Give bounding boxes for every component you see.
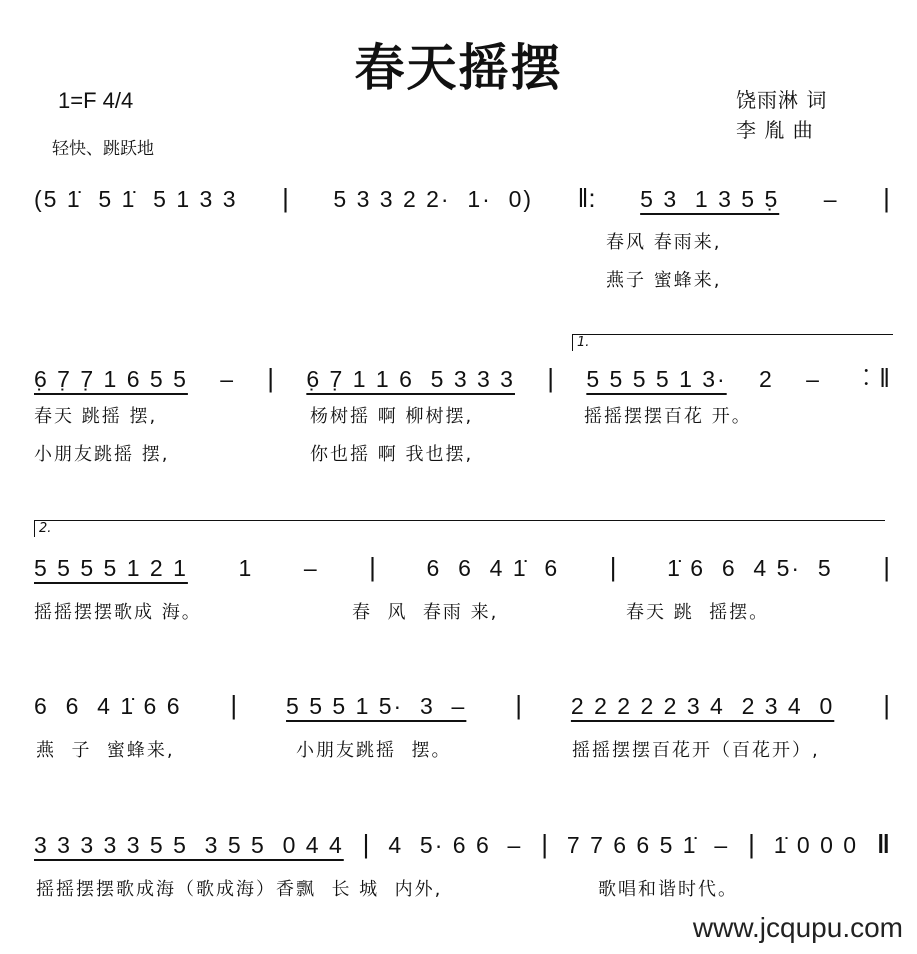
measure: 4 5· 6 6 – — [388, 832, 523, 858]
notes-line — [34, 829, 890, 860]
lyric-line — [36, 736, 820, 762]
measure: 5 3 1 3 5 5̣ — [640, 186, 780, 212]
barline: | — [369, 552, 376, 582]
lyric-line — [36, 875, 738, 901]
barline: | — [362, 829, 370, 859]
measure: 2 2 2 2 2 3 4 2 3 4 0 — [570, 693, 835, 719]
lyric: 春天 跳摇 摆, — [34, 406, 158, 427]
lyric: 春风 春雨来, — [606, 232, 722, 253]
measure: 6̣ 7̣ 7̣ 1 6 5 5 — [34, 366, 188, 392]
measure: 1̇ 0 0 0 — [773, 832, 859, 858]
volta-2: 2. — [34, 520, 885, 537]
lyric: 春 风 春雨 来, — [352, 602, 499, 623]
notes-line — [34, 690, 890, 721]
watermark: www.jcqupu.com — [692, 912, 903, 943]
lyric: 歌唱和谐时代。 — [598, 879, 738, 900]
lyric: 摇摇摆摆歌成 海。 — [34, 602, 202, 623]
lyric: 摇摇摆摆百花 开。 — [584, 406, 752, 427]
tempo-marking: 轻快、跳跃地 — [52, 139, 154, 159]
lyric: 燕子 蜜蜂来, — [606, 270, 722, 291]
barline: | — [541, 829, 548, 859]
barline: | — [282, 183, 289, 213]
lyric: 你也摇 啊 我也摆, — [310, 444, 474, 465]
lyric-line — [34, 402, 752, 428]
measure: 5 3 3 2 2· 1· 0) — [333, 186, 534, 212]
key-signature: 1=F 4/4 — [58, 88, 134, 113]
barline: | — [883, 690, 890, 720]
final-barline: ‖ — [877, 829, 890, 859]
measure: 3 3 3 3 3 5 5 3 5 5 0 4 4 — [34, 832, 344, 858]
lyric: 春天 跳 摇摆。 — [626, 602, 770, 623]
lyric: 燕 子 蜜蜂来, — [36, 740, 175, 761]
lyric: 摇摇摆摆歌成海（歌成海）香飘 长 城 内外, — [36, 879, 443, 900]
barline: | — [515, 690, 523, 720]
lyric-line — [34, 440, 473, 466]
lyric-line — [606, 266, 721, 292]
measure: 2 — [759, 366, 774, 392]
notes-line — [34, 358, 890, 395]
measure: 5 5 5 5 1 3· — [586, 366, 727, 392]
barline: | — [230, 690, 238, 720]
measure: 7 7 6 6 5 1̇ – — [566, 832, 730, 858]
notes-line — [34, 552, 890, 583]
measure: 5 5 5 1 5· 3 – — [286, 693, 467, 719]
measure: 6 6 4 1̇ 6 — [426, 555, 560, 581]
lyric: 摇摇摆摆百花开（百花开）, — [572, 740, 820, 761]
barline: | — [267, 363, 275, 393]
barline: | — [609, 552, 617, 582]
barline: | — [748, 829, 755, 859]
lyric-line — [606, 228, 721, 254]
measure: – — [823, 186, 839, 212]
barline: | — [883, 183, 890, 213]
lyricist-credit: 饶雨淋 词 — [736, 88, 828, 112]
measure: 1̇ 6 6 4 5· 5 — [667, 555, 833, 581]
measure: 6̣ 7̣ 1 1 6 5 3 3 3 — [306, 366, 515, 392]
volta-1: 1. — [572, 334, 893, 351]
barline: | — [883, 552, 890, 582]
measure: – — [220, 366, 235, 392]
repeat-start: ‖: — [577, 183, 596, 213]
lyric: 小朋友跳摇 摆, — [34, 444, 170, 465]
lyric: 小朋友跳摇 摆。 — [296, 740, 452, 761]
measure: – — [303, 555, 319, 581]
measure: – — [806, 366, 821, 392]
song-title: 春天摇摆 — [354, 39, 563, 97]
lyric-line — [34, 598, 769, 624]
notes-line — [34, 183, 890, 214]
lyric: 杨树摇 啊 柳树摆, — [310, 406, 474, 427]
repeat-end: ︰‖ — [853, 363, 890, 393]
barline: | — [547, 363, 555, 393]
measure: 5 5 5 5 1 2 1 — [34, 555, 188, 581]
composer-credit: 李 胤 曲 — [736, 118, 814, 142]
measure: 6 6 4 1̇ 6 6 — [34, 693, 182, 719]
measure: (5 1̇ 5 1̇ 5 1 3 3 — [34, 186, 238, 212]
measure: 1 — [238, 555, 254, 581]
